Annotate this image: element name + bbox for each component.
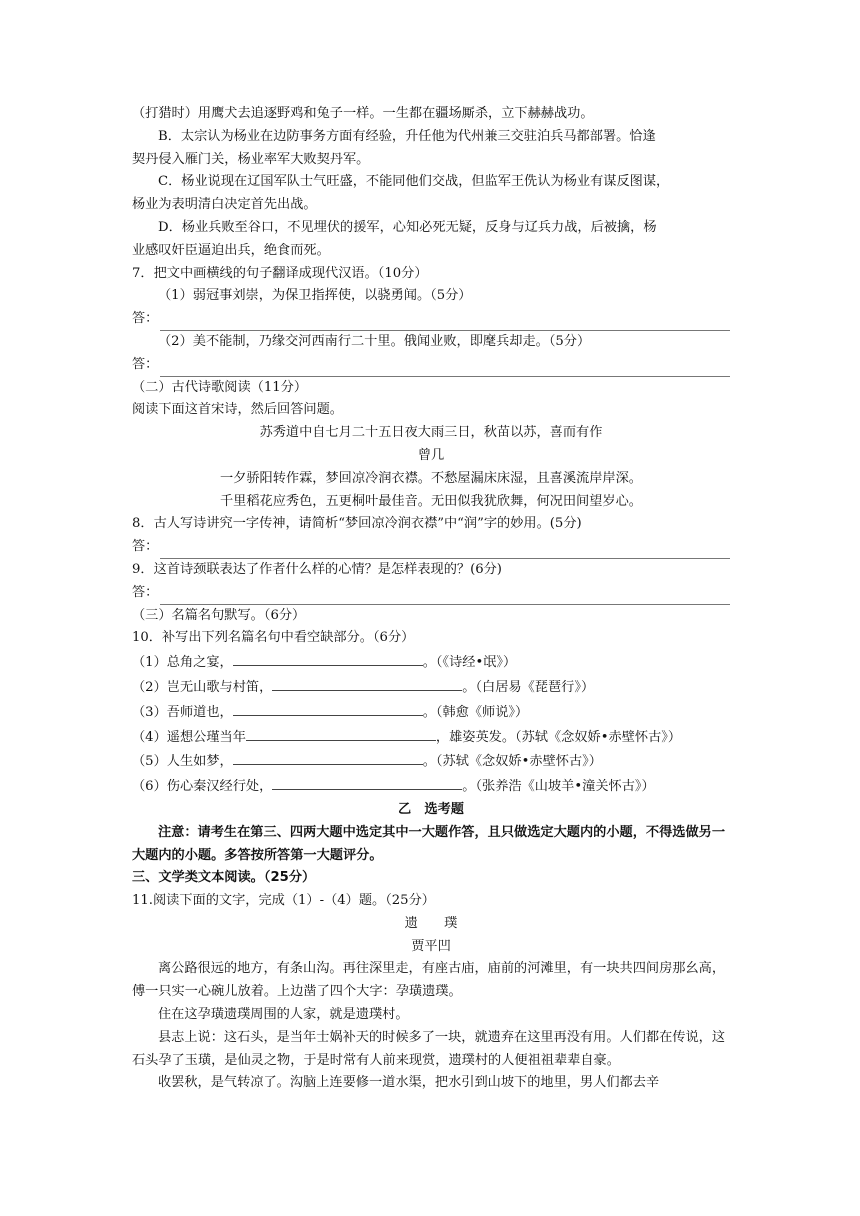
q7-answer-line-1 <box>132 308 730 331</box>
elective-heading: 乙 选考题 <box>398 801 464 817</box>
q7-answer-line-2 <box>132 354 730 377</box>
item-source: 。（苏轼《念奴娇•赤壁怀古》） <box>422 754 602 770</box>
dictation-section-heading: （三）名篇名句默写。（6分） <box>132 607 306 623</box>
q6-option-c-line1: C．杨业说现在辽国军队士气旺盛，不能同他们交战，但监军王侁认为杨业有谋反图谋， <box>158 174 670 190</box>
fill-blank[interactable] <box>233 700 423 716</box>
item-prompt: （4）遥想公瑾当年 <box>132 729 246 745</box>
q7-title: 7．把文中画横线的句子翻译成现代汉语。（10分） <box>132 265 428 281</box>
q10-title: 10．补写出下列名篇名句中看空缺部分。（6分） <box>132 630 415 646</box>
item-prompt: （3）吾师道也， <box>132 704 233 720</box>
poem-title: 苏秀道中自七月二十五日夜大雨三日，秋苗以苏，喜而有作 <box>259 425 603 441</box>
answer-rule <box>160 543 730 559</box>
q6-option-c-line2: 杨业为表明清白决定首先出战。 <box>132 197 317 213</box>
q6-option-d-line1: D．杨业兵败至谷口，不见埋伏的援军，心知必死无疑，反身与辽兵力战，后被擒，杨 <box>158 219 657 235</box>
q6-option-a-continued: （打猎时）用鹰犬去追逐野鸡和兔子一样。一生都在疆场厮杀，立下赫赫战功。 <box>132 106 594 121</box>
answer-label: 答： <box>132 311 159 327</box>
fill-blank[interactable] <box>272 675 462 691</box>
item-prompt: （5）人生如梦， <box>132 754 233 770</box>
dictation-item-4 <box>132 725 730 750</box>
answer-rule <box>160 589 730 605</box>
poetry-section-heading: （二）古代诗歌阅读（11分） <box>132 379 308 395</box>
elective-note: 注意：请考生在第三、四两大题中选定其中一大题作答，且只做选定大题内的小题，不得选做另一大题内的小题。多答按所答第一大题评分。 <box>132 824 726 863</box>
item-source: 。（张养浩《山坡羊•潼关怀古》） <box>462 779 655 795</box>
answer-label: 答： <box>132 584 159 600</box>
exam-page <box>132 103 730 1095</box>
poem-line-2: 千里稻花应秀色，五更桐叶最佳音。无田似我犹欣舞，何况田间望岁心。 <box>220 493 642 509</box>
item-prompt: （1）总角之宴， <box>132 655 233 671</box>
fill-blank[interactable] <box>233 749 423 765</box>
q7-sentence-1: （1）弱冠事刘崇，为保卫指挥使，以骁勇闻。（5分） <box>158 288 472 304</box>
poetry-intro: 阅读下面这首宋诗，然后回答问题。 <box>132 402 343 418</box>
story-paragraph-3: 县志上说：这石头，是当年士娲补天的时候多了一块，就遗弃在这里再没有用。人们都在传说，这石头孕了玉璜，是仙灵之物，于是时常有人前来现赏，遗璞村的人便祖祖辈辈自豪。 <box>132 1029 726 1068</box>
story-author: 贾平凹 <box>411 938 451 954</box>
q8-answer-line <box>132 536 730 559</box>
story-paragraph-4: 收罢秋，是气转凉了。沟脑上连要修一道水渠，把水引到山坡下的地里，男人们都去辛 <box>158 1075 660 1091</box>
item-source: 。（白居易《琵琶行》） <box>462 679 595 695</box>
q8-title: 8．古人写诗讲究一字传神，请简析“梦回凉冷润衣襟”中“润”字的妙用。(5分) <box>132 516 582 532</box>
story-title: 遗 璞 <box>404 915 458 931</box>
q7-sentence-2: （2）美不能制，乃缘交河西南行二十里。俄闻业败，即麾兵却走。（5分） <box>158 333 591 349</box>
fill-blank[interactable] <box>272 774 462 790</box>
poem-author: 曾几 <box>417 447 445 463</box>
q9-answer-line <box>132 582 730 605</box>
answer-rule <box>160 315 730 331</box>
fill-blank[interactable] <box>233 650 423 666</box>
dictation-item-3 <box>132 700 730 725</box>
q9-title: 9．这首诗颈联表达了作者什么样的心情？是怎样表现的？(6分) <box>132 561 502 577</box>
item-source: 。（《诗经•氓》） <box>422 655 517 671</box>
q6-option-b-line2: 契丹侵入雁门关，杨业率军大败契丹军。 <box>132 151 370 167</box>
dictation-item-5 <box>132 749 730 774</box>
item-source: 。（韩愈《师说》） <box>422 704 529 720</box>
answer-label: 答： <box>132 539 159 555</box>
q11-title: 11.阅读下面的文字，完成（1）-（4）题。（25分） <box>132 893 435 909</box>
poem-line-1: 一夕骄阳转作霖，梦回凉冷润衣襟。不愁屋漏床床湿，且喜溪流岸岸深。 <box>220 470 642 486</box>
answer-label: 答： <box>132 356 159 372</box>
dictation-item-2 <box>132 675 730 700</box>
q6-option-d-line2: 业感叹奸臣逼迫出兵，绝食而死。 <box>132 242 330 258</box>
dictation-item-1 <box>132 650 730 675</box>
fill-blank[interactable] <box>246 725 436 741</box>
dictation-item-6 <box>132 774 730 799</box>
item-prompt: （2）岂无山歌与村笛， <box>132 679 273 695</box>
answer-rule <box>160 361 730 377</box>
section3-heading: 三、文学类文本阅读。（25分） <box>132 870 316 886</box>
item-prompt: （6）伤心秦汉经行处， <box>132 779 273 795</box>
item-source: ，雄姿英发。（苏轼《念奴娇•赤壁怀古》） <box>435 729 682 745</box>
story-paragraph-1: 离公路很远的地方，有条山沟。再往深里走，有座古庙，庙前的河滩里，有一块共四间房那幺高，傅一只实一心碗儿放着。上边凿了四个大字：孕璜遗璞。 <box>132 961 726 1000</box>
story-paragraph-2: 住在这孕璜遗璞周围的人家，就是遗璞村。 <box>158 1007 409 1023</box>
q6-option-b-line1: B．太宗认为杨业在边防事务方面有经验，升任他为代州兼三交驻泊兵马都部署。恰逢 <box>158 128 656 144</box>
